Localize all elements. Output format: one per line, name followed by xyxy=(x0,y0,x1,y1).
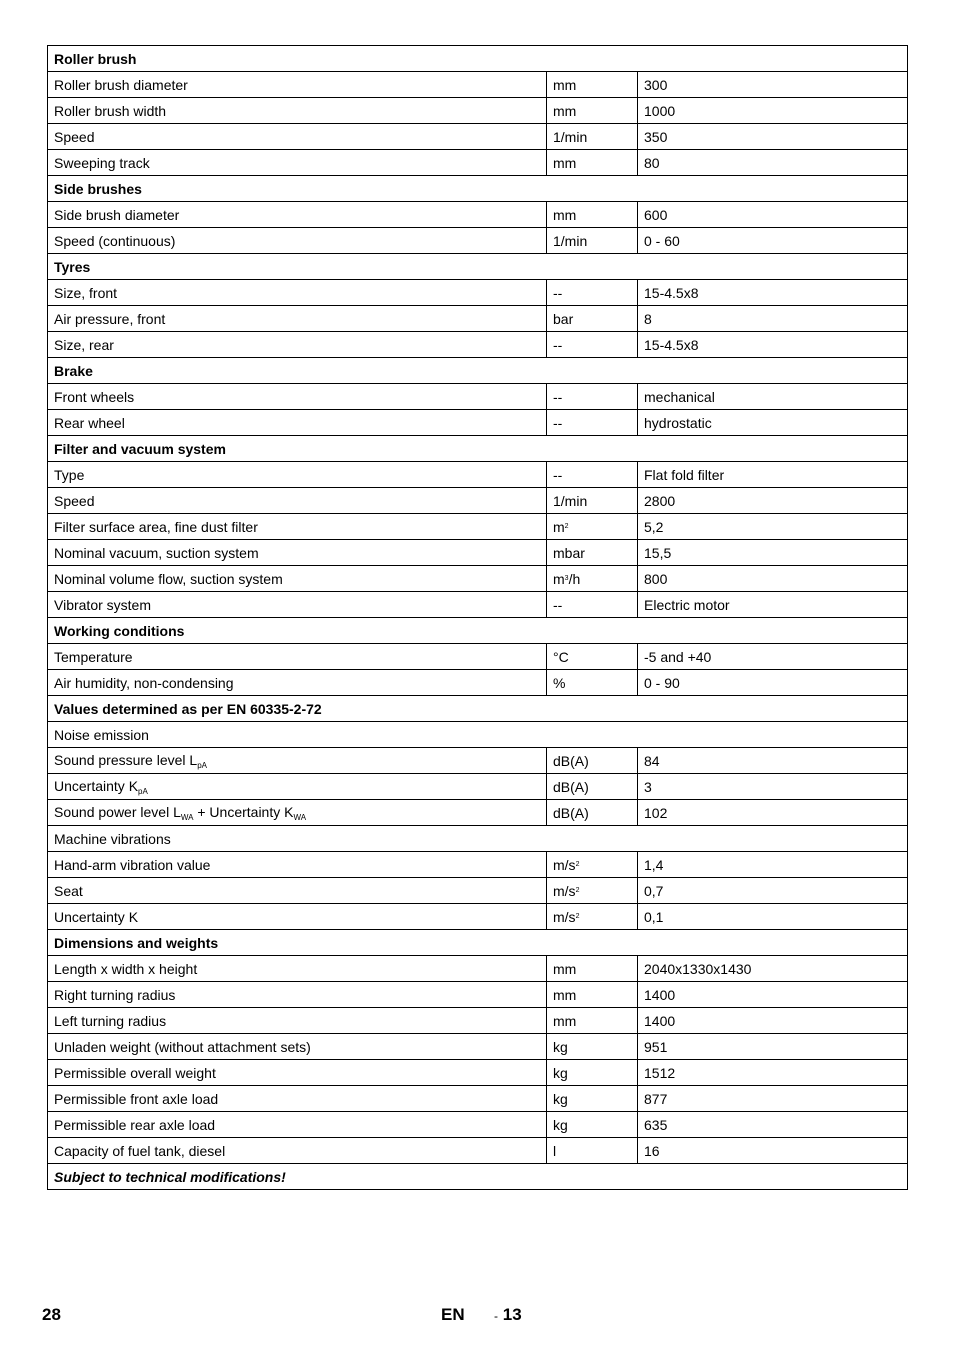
table-row xyxy=(48,644,908,670)
spec-value: 8 xyxy=(638,306,908,332)
section-heading: Tyres xyxy=(48,254,908,280)
footnote-row xyxy=(48,1164,908,1190)
spec-unit: dB(A) xyxy=(547,748,638,774)
table-row xyxy=(48,280,908,306)
spec-unit: dB(A) xyxy=(547,774,638,800)
spec-label: Sound power level $L_{WA}$ + Uncertainty $K_{WA}$ xyxy=(48,800,547,826)
spec-label: Side brush diameter xyxy=(48,202,547,228)
section-row xyxy=(48,436,908,462)
spec-label: Nominal vacuum, suction system xyxy=(48,540,547,566)
spec-label: Rear wheel xyxy=(48,410,547,436)
spec-unit: % xyxy=(547,670,638,696)
section-heading: Filter and vacuum system xyxy=(48,436,908,462)
spec-value: 800 xyxy=(638,566,908,592)
subsection-row xyxy=(48,826,908,852)
table-row xyxy=(48,488,908,514)
spec-label: Vibrator system xyxy=(48,592,547,618)
spec-unit: kg xyxy=(547,1060,638,1086)
spec-label: Speed xyxy=(48,124,547,150)
spec-value: 1,4 xyxy=(638,852,908,878)
table-row xyxy=(48,1060,908,1086)
table-row xyxy=(48,124,908,150)
section-row xyxy=(48,696,908,722)
table-row xyxy=(48,592,908,618)
table-row xyxy=(48,774,908,800)
spec-label: Permissible rear axle load xyxy=(48,1112,547,1138)
language-code: EN xyxy=(441,1305,465,1324)
spec-unit: bar xyxy=(547,306,638,332)
spec-unit: 1/min xyxy=(547,228,638,254)
table-row xyxy=(48,566,908,592)
spec-value: 951 xyxy=(638,1034,908,1060)
spec-unit: dB(A) xyxy=(547,800,638,826)
table-row xyxy=(48,540,908,566)
spec-label: Hand-arm vibration value xyxy=(48,852,547,878)
table-row xyxy=(48,514,908,540)
spec-label: Sound pressure level $L_{pA}$ xyxy=(48,748,547,774)
spec-value: Electric motor xyxy=(638,592,908,618)
table-row xyxy=(48,1086,908,1112)
spec-unit: mbar xyxy=(547,540,638,566)
spec-label: Sweeping track xyxy=(48,150,547,176)
spec-unit: $m/s^2$ xyxy=(547,904,638,930)
spec-label: Air humidity, non-condensing xyxy=(48,670,547,696)
spec-value: 2800 xyxy=(638,488,908,514)
spec-label: Seat xyxy=(48,878,547,904)
spec-value: 0,1 xyxy=(638,904,908,930)
spec-value: 300 xyxy=(638,72,908,98)
section-heading: Working conditions xyxy=(48,618,908,644)
spec-unit: -- xyxy=(547,462,638,488)
spec-label: Speed (continuous) xyxy=(48,228,547,254)
table-row xyxy=(48,1112,908,1138)
spec-label: Front wheels xyxy=(48,384,547,410)
section-heading: Dimensions and weights xyxy=(48,930,908,956)
spec-unit: $m/s^2$ xyxy=(547,878,638,904)
spec-value: 16 xyxy=(638,1138,908,1164)
page-number-right xyxy=(494,1305,522,1325)
section-row xyxy=(48,618,908,644)
table-row xyxy=(48,462,908,488)
table-row xyxy=(48,72,908,98)
page-number-left: 28 xyxy=(42,1305,61,1324)
section-heading: Brake xyxy=(48,358,908,384)
spec-value: 84 xyxy=(638,748,908,774)
spec-value: 1000 xyxy=(638,98,908,124)
spec-label: Roller brush diameter xyxy=(48,72,547,98)
section-heading: Side brushes xyxy=(48,176,908,202)
spec-value: 0,7 xyxy=(638,878,908,904)
spec-value: 1400 xyxy=(638,982,908,1008)
table-row xyxy=(48,982,908,1008)
spec-value: 3 xyxy=(638,774,908,800)
spec-label: Size, rear xyxy=(48,332,547,358)
spec-value: 5,2 xyxy=(638,514,908,540)
table-row xyxy=(48,332,908,358)
subsection-heading: Noise emission xyxy=(48,722,908,748)
page-number-right-value: 13 xyxy=(502,1305,522,1324)
spec-value: 635 xyxy=(638,1112,908,1138)
table-row xyxy=(48,98,908,124)
spec-value: 600 xyxy=(638,202,908,228)
spec-label: Capacity of fuel tank, diesel xyxy=(48,1138,547,1164)
section-row xyxy=(48,46,908,72)
spec-label: Size, front xyxy=(48,280,547,306)
spec-value: Flat fold filter xyxy=(638,462,908,488)
table-row xyxy=(48,904,908,930)
spec-unit: mm xyxy=(547,150,638,176)
spec-value: 15-4.5x8 xyxy=(638,332,908,358)
spec-label: Left turning radius xyxy=(48,1008,547,1034)
spec-value: 102 xyxy=(638,800,908,826)
spec-unit: l xyxy=(547,1138,638,1164)
spec-label: Uncertainty $K_{pA}$ xyxy=(48,774,547,800)
spec-unit: mm xyxy=(547,1008,638,1034)
spec-value: 1512 xyxy=(638,1060,908,1086)
spec-label: Unladen weight (without attachment sets) xyxy=(48,1034,547,1060)
spec-value: mechanical xyxy=(638,384,908,410)
table-row xyxy=(48,1008,908,1034)
spec-label: Air pressure, front xyxy=(48,306,547,332)
table-row xyxy=(48,748,908,774)
section-row xyxy=(48,254,908,280)
subsection-row xyxy=(48,722,908,748)
table-row xyxy=(48,384,908,410)
spec-unit: mm xyxy=(547,98,638,124)
table-row xyxy=(48,800,908,826)
footnote: Subject to technical modifications! xyxy=(48,1164,908,1190)
section-row xyxy=(48,930,908,956)
spec-value: 15-4.5x8 xyxy=(638,280,908,306)
spec-unit: 1/min xyxy=(547,124,638,150)
table-row xyxy=(48,202,908,228)
spec-value: hydrostatic xyxy=(638,410,908,436)
spec-unit: -- xyxy=(547,384,638,410)
spec-unit: $m^3/h$ xyxy=(547,566,638,592)
page-dash: - xyxy=(494,1309,498,1323)
spec-value: 2040x1330x1430 xyxy=(638,956,908,982)
spec-unit: 1/min xyxy=(547,488,638,514)
spec-label: Temperature xyxy=(48,644,547,670)
technical-data-body xyxy=(48,46,908,1190)
spec-unit: mm xyxy=(547,202,638,228)
spec-label: Type xyxy=(48,462,547,488)
spec-label: Filter surface area, fine dust filter xyxy=(48,514,547,540)
section-heading: Roller brush xyxy=(48,46,908,72)
spec-unit: °C xyxy=(547,644,638,670)
spec-value: 15,5 xyxy=(638,540,908,566)
spec-label: Nominal volume flow, suction system xyxy=(48,566,547,592)
spec-unit: kg xyxy=(547,1086,638,1112)
spec-value: 1400 xyxy=(638,1008,908,1034)
table-row xyxy=(48,852,908,878)
table-row xyxy=(48,956,908,982)
table-row xyxy=(48,306,908,332)
spec-label: Permissible overall weight xyxy=(48,1060,547,1086)
spec-label: Permissible front axle load xyxy=(48,1086,547,1112)
table-row xyxy=(48,878,908,904)
spec-label: Roller brush width xyxy=(48,98,547,124)
spec-unit: $m/s^2$ xyxy=(547,852,638,878)
spec-unit: kg xyxy=(547,1034,638,1060)
spec-label: Speed xyxy=(48,488,547,514)
spec-unit: -- xyxy=(547,332,638,358)
spec-unit: kg xyxy=(547,1112,638,1138)
table-row xyxy=(48,1034,908,1060)
section-row xyxy=(48,358,908,384)
spec-value: 0 - 60 xyxy=(638,228,908,254)
spec-unit: $m^2$ xyxy=(547,514,638,540)
table-row xyxy=(48,410,908,436)
table-row xyxy=(48,150,908,176)
spec-value: 0 - 90 xyxy=(638,670,908,696)
spec-unit: -- xyxy=(547,410,638,436)
table-row xyxy=(48,670,908,696)
section-heading: Values determined as per EN 60335-2-72 xyxy=(48,696,908,722)
spec-unit: mm xyxy=(547,72,638,98)
spec-value: 350 xyxy=(638,124,908,150)
spec-unit: mm xyxy=(547,956,638,982)
spec-value: 877 xyxy=(638,1086,908,1112)
table-row xyxy=(48,1138,908,1164)
spec-unit: mm xyxy=(547,982,638,1008)
section-row xyxy=(48,176,908,202)
spec-value: 80 xyxy=(638,150,908,176)
spec-value: -5 and +40 xyxy=(638,644,908,670)
technical-data-table xyxy=(47,45,908,1190)
table-row xyxy=(48,228,908,254)
spec-unit: -- xyxy=(547,280,638,306)
spec-label: Uncertainty K xyxy=(48,904,547,930)
spec-label: Length x width x height xyxy=(48,956,547,982)
subsection-heading: Machine vibrations xyxy=(48,826,908,852)
spec-label: Right turning radius xyxy=(48,982,547,1008)
spec-unit: -- xyxy=(547,592,638,618)
